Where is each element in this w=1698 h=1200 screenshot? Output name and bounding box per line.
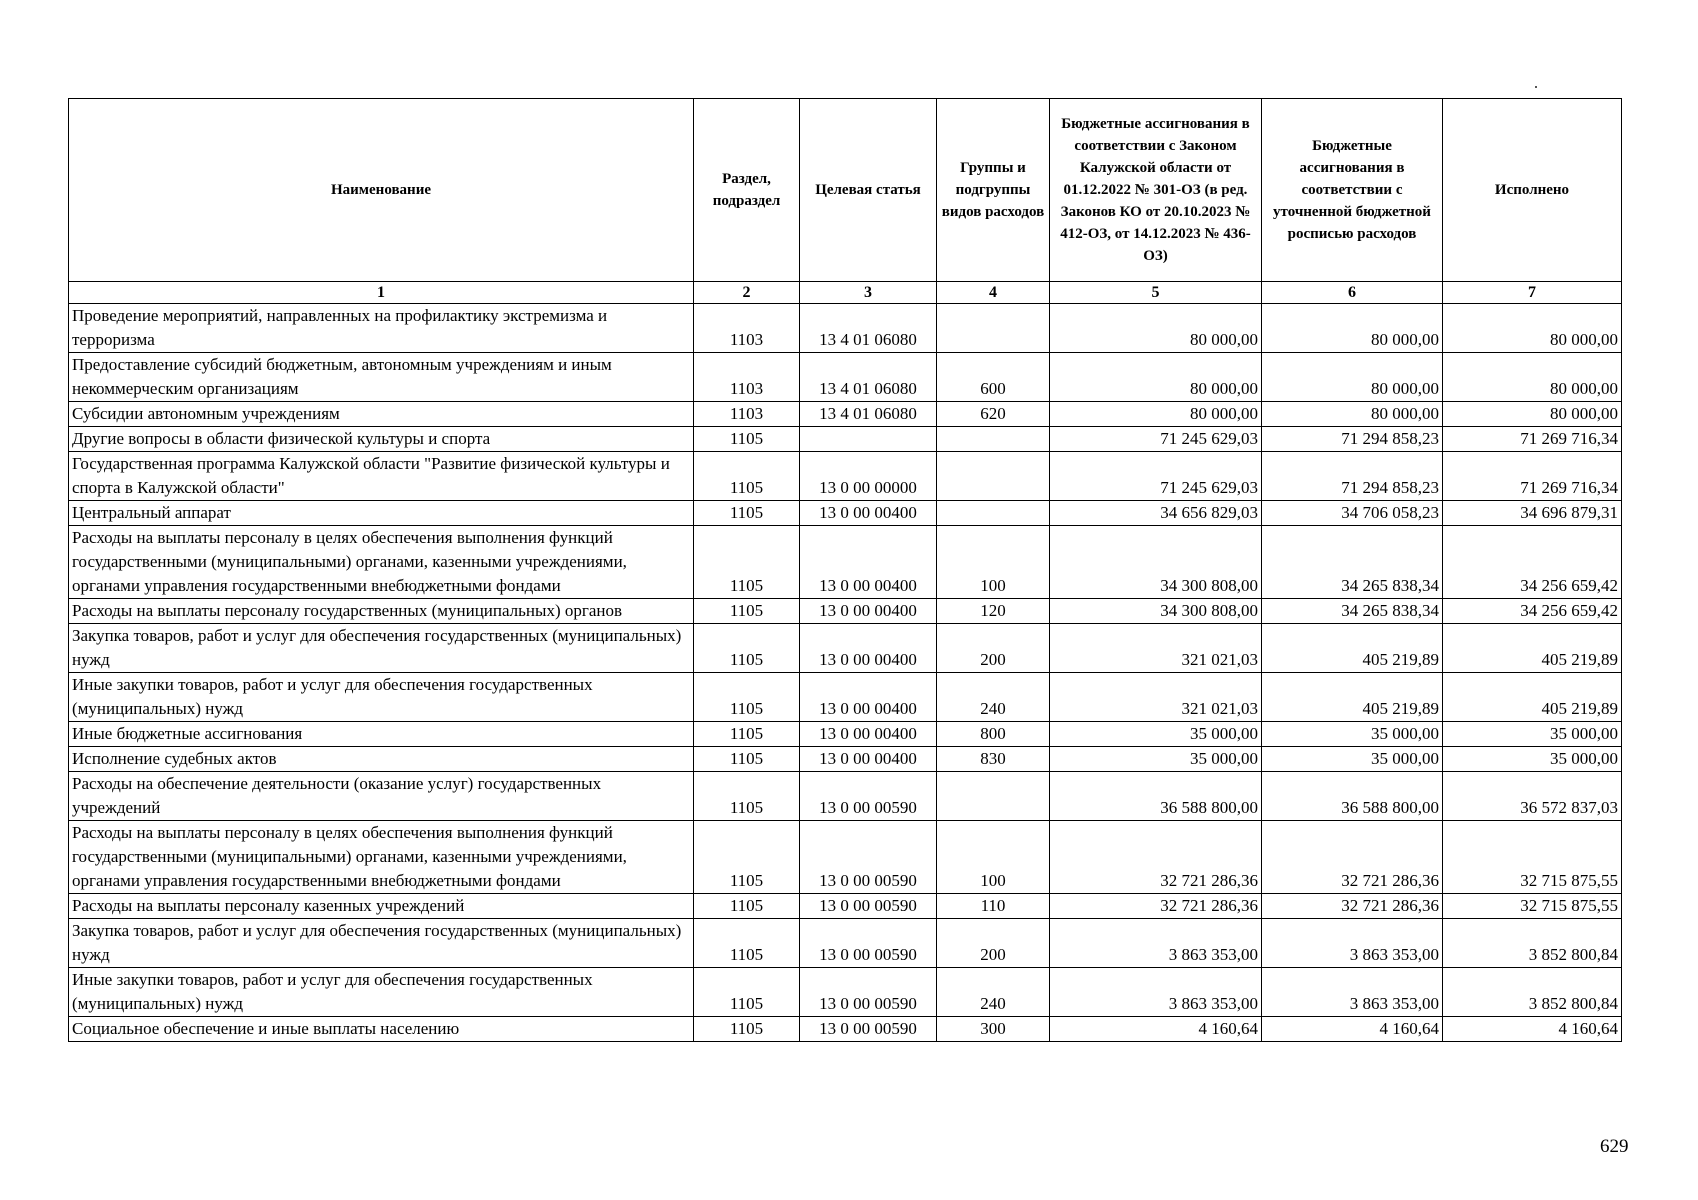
row-name: Государственная программа Калужской области "Развитие физической культуры и спорта в Калужской области" <box>69 452 694 501</box>
row-name: Центральный аппарат <box>69 501 694 526</box>
row-refined-amount: 36 588 800,00 <box>1262 772 1443 821</box>
row-refined-amount: 34 265 838,34 <box>1262 526 1443 599</box>
row-target: 13 0 00 00590 <box>800 894 937 919</box>
row-target: 13 4 01 06080 <box>800 353 937 402</box>
row-target <box>800 427 937 452</box>
row-group: 120 <box>937 599 1050 624</box>
row-section: 1105 <box>694 599 800 624</box>
row-group: 100 <box>937 526 1050 599</box>
row-group: 300 <box>937 1017 1050 1042</box>
column-number: 2 <box>694 282 800 304</box>
table-row <box>69 304 1622 353</box>
row-executed-amount: 405 219,89 <box>1443 673 1622 722</box>
column-number: 4 <box>937 282 1050 304</box>
row-target: 13 0 00 00400 <box>800 624 937 673</box>
row-section: 1103 <box>694 353 800 402</box>
table-row <box>69 722 1622 747</box>
row-name: Исполнение судебных актов <box>69 747 694 772</box>
row-name: Другие вопросы в области физической культуры и спорта <box>69 427 694 452</box>
table-row <box>69 402 1622 427</box>
row-refined-amount: 34 265 838,34 <box>1262 599 1443 624</box>
row-executed-amount: 35 000,00 <box>1443 747 1622 772</box>
table-row <box>69 821 1622 894</box>
row-name: Субсидии автономным учреждениям <box>69 402 694 427</box>
row-law-amount: 321 021,03 <box>1050 624 1262 673</box>
row-executed-amount: 71 269 716,34 <box>1443 427 1622 452</box>
row-name: Иные закупки товаров, работ и услуг для обеспечения государственных (муниципальных) нужд <box>69 673 694 722</box>
row-refined-amount: 80 000,00 <box>1262 353 1443 402</box>
row-name: Закупка товаров, работ и услуг для обеспечения государственных (муниципальных) нужд <box>69 919 694 968</box>
row-section: 1105 <box>694 427 800 452</box>
row-executed-amount: 4 160,64 <box>1443 1017 1622 1042</box>
row-law-amount: 80 000,00 <box>1050 402 1262 427</box>
row-target: 13 4 01 06080 <box>800 402 937 427</box>
row-executed-amount: 3 852 800,84 <box>1443 968 1622 1017</box>
row-refined-amount: 80 000,00 <box>1262 402 1443 427</box>
row-target: 13 0 00 00400 <box>800 501 937 526</box>
row-target: 13 0 00 00590 <box>800 821 937 894</box>
table-row <box>69 427 1622 452</box>
row-refined-amount: 32 721 286,36 <box>1262 821 1443 894</box>
row-refined-amount: 405 219,89 <box>1262 673 1443 722</box>
table-row <box>69 452 1622 501</box>
row-group <box>937 501 1050 526</box>
row-section: 1105 <box>694 526 800 599</box>
row-law-amount: 71 245 629,03 <box>1050 452 1262 501</box>
row-group: 800 <box>937 722 1050 747</box>
row-section: 1105 <box>694 673 800 722</box>
row-refined-amount: 3 863 353,00 <box>1262 968 1443 1017</box>
row-group: 200 <box>937 624 1050 673</box>
row-executed-amount: 34 256 659,42 <box>1443 526 1622 599</box>
row-law-amount: 80 000,00 <box>1050 304 1262 353</box>
header-refined-allocations: Бюджетные ассигнования в соответствии с уточненной бюджетной росписью расходов <box>1262 99 1443 282</box>
row-executed-amount: 34 256 659,42 <box>1443 599 1622 624</box>
row-refined-amount: 3 863 353,00 <box>1262 919 1443 968</box>
row-group: 830 <box>937 747 1050 772</box>
row-section: 1105 <box>694 722 800 747</box>
table-row <box>69 772 1622 821</box>
column-number: 1 <box>69 282 694 304</box>
row-group <box>937 427 1050 452</box>
row-name: Закупка товаров, работ и услуг для обеспечения государственных (муниципальных) нужд <box>69 624 694 673</box>
row-executed-amount: 80 000,00 <box>1443 304 1622 353</box>
row-section: 1105 <box>694 968 800 1017</box>
row-target: 13 0 00 00400 <box>800 673 937 722</box>
table-row <box>69 894 1622 919</box>
row-target: 13 0 00 00590 <box>800 968 937 1017</box>
budget-table <box>68 98 1622 1042</box>
row-name: Расходы на выплаты персоналу государственных (муниципальных) органов <box>69 599 694 624</box>
row-name: Иные бюджетные ассигнования <box>69 722 694 747</box>
row-law-amount: 4 160,64 <box>1050 1017 1262 1042</box>
header-groups: Группы и подгруппы видов расходов <box>937 99 1050 282</box>
row-group <box>937 304 1050 353</box>
row-group <box>937 772 1050 821</box>
row-name: Расходы на выплаты персоналу казенных учреждений <box>69 894 694 919</box>
row-section: 1105 <box>694 919 800 968</box>
row-law-amount: 71 245 629,03 <box>1050 427 1262 452</box>
row-executed-amount: 35 000,00 <box>1443 722 1622 747</box>
row-law-amount: 80 000,00 <box>1050 353 1262 402</box>
row-target: 13 4 01 06080 <box>800 304 937 353</box>
row-executed-amount: 34 696 879,31 <box>1443 501 1622 526</box>
row-law-amount: 32 721 286,36 <box>1050 894 1262 919</box>
table-row <box>69 919 1622 968</box>
column-number-row <box>69 282 1622 304</box>
row-law-amount: 36 588 800,00 <box>1050 772 1262 821</box>
row-law-amount: 3 863 353,00 <box>1050 968 1262 1017</box>
table-row <box>69 968 1622 1017</box>
row-executed-amount: 80 000,00 <box>1443 402 1622 427</box>
page-number: 629 <box>1600 1136 1629 1157</box>
column-number: 7 <box>1443 282 1622 304</box>
row-group: 240 <box>937 673 1050 722</box>
row-target: 13 0 00 00400 <box>800 722 937 747</box>
row-refined-amount: 405 219,89 <box>1262 624 1443 673</box>
column-number: 6 <box>1262 282 1443 304</box>
row-refined-amount: 35 000,00 <box>1262 747 1443 772</box>
table-row <box>69 624 1622 673</box>
row-section: 1103 <box>694 304 800 353</box>
row-group: 100 <box>937 821 1050 894</box>
row-section: 1105 <box>694 501 800 526</box>
row-executed-amount: 405 219,89 <box>1443 624 1622 673</box>
row-group: 620 <box>937 402 1050 427</box>
table-row <box>69 1017 1622 1042</box>
row-name: Проведение мероприятий, направленных на профилактику экстремизма и терроризма <box>69 304 694 353</box>
row-section: 1105 <box>694 821 800 894</box>
row-executed-amount: 3 852 800,84 <box>1443 919 1622 968</box>
row-section: 1105 <box>694 894 800 919</box>
row-law-amount: 34 300 808,00 <box>1050 599 1262 624</box>
header-target: Целевая статья <box>800 99 937 282</box>
row-section: 1105 <box>694 772 800 821</box>
row-law-amount: 3 863 353,00 <box>1050 919 1262 968</box>
row-section: 1105 <box>694 1017 800 1042</box>
row-target: 13 0 00 00000 <box>800 452 937 501</box>
row-group: 240 <box>937 968 1050 1017</box>
row-refined-amount: 71 294 858,23 <box>1262 427 1443 452</box>
row-group <box>937 452 1050 501</box>
row-group: 200 <box>937 919 1050 968</box>
column-number: 5 <box>1050 282 1262 304</box>
row-target: 13 0 00 00400 <box>800 599 937 624</box>
row-executed-amount: 32 715 875,55 <box>1443 821 1622 894</box>
row-section: 1105 <box>694 747 800 772</box>
row-group: 600 <box>937 353 1050 402</box>
row-law-amount: 34 300 808,00 <box>1050 526 1262 599</box>
header-row <box>69 99 1622 282</box>
row-law-amount: 35 000,00 <box>1050 722 1262 747</box>
row-name: Социальное обеспечение и иные выплаты населению <box>69 1017 694 1042</box>
row-name: Расходы на обеспечение деятельности (оказание услуг) государственных учреждений <box>69 772 694 821</box>
row-target: 13 0 00 00590 <box>800 1017 937 1042</box>
column-number: 3 <box>800 282 937 304</box>
row-law-amount: 35 000,00 <box>1050 747 1262 772</box>
scan-dot <box>1535 86 1537 88</box>
table-row <box>69 526 1622 599</box>
row-refined-amount: 71 294 858,23 <box>1262 452 1443 501</box>
row-target: 13 0 00 00400 <box>800 526 937 599</box>
header-section: Раздел, подраздел <box>694 99 800 282</box>
row-name: Иные закупки товаров, работ и услуг для обеспечения государственных (муниципальных) нужд <box>69 968 694 1017</box>
table-row <box>69 501 1622 526</box>
row-group: 110 <box>937 894 1050 919</box>
row-executed-amount: 32 715 875,55 <box>1443 894 1622 919</box>
row-target: 13 0 00 00590 <box>800 772 937 821</box>
row-refined-amount: 4 160,64 <box>1262 1017 1443 1042</box>
row-target: 13 0 00 00590 <box>800 919 937 968</box>
header-executed: Исполнено <box>1443 99 1622 282</box>
row-section: 1103 <box>694 402 800 427</box>
row-section: 1105 <box>694 624 800 673</box>
header-name: Наименование <box>69 99 694 282</box>
row-executed-amount: 71 269 716,34 <box>1443 452 1622 501</box>
row-executed-amount: 80 000,00 <box>1443 353 1622 402</box>
table-row <box>69 353 1622 402</box>
row-refined-amount: 34 706 058,23 <box>1262 501 1443 526</box>
row-target: 13 0 00 00400 <box>800 747 937 772</box>
row-name: Предоставление субсидий бюджетным, автономным учреждениям и иным некоммерческим организациям <box>69 353 694 402</box>
table-row <box>69 599 1622 624</box>
row-refined-amount: 32 721 286,36 <box>1262 894 1443 919</box>
table-row <box>69 747 1622 772</box>
row-law-amount: 32 721 286,36 <box>1050 821 1262 894</box>
header-law-allocations: Бюджетные ассигнования в соответствии с Законом Калужской области от 01.12.2022 № 301-ОЗ (в ред. Законов КО от 20.10.2023 № 412-ОЗ, от 14.12.2023 № 436-ОЗ) <box>1050 99 1262 282</box>
row-section: 1105 <box>694 452 800 501</box>
table-row <box>69 673 1622 722</box>
row-refined-amount: 80 000,00 <box>1262 304 1443 353</box>
row-refined-amount: 35 000,00 <box>1262 722 1443 747</box>
row-executed-amount: 36 572 837,03 <box>1443 772 1622 821</box>
row-law-amount: 321 021,03 <box>1050 673 1262 722</box>
row-name: Расходы на выплаты персоналу в целях обеспечения выполнения функций государственными (муниципальными) органами, казенными учреждениями, органами управления государственными внебюджетными фондами <box>69 526 694 599</box>
row-name: Расходы на выплаты персоналу в целях обеспечения выполнения функций государственными (муниципальными) органами, казенными учреждениями, органами управления государственными внебюджетными фондами <box>69 821 694 894</box>
row-law-amount: 34 656 829,03 <box>1050 501 1262 526</box>
table-body <box>69 304 1622 1042</box>
